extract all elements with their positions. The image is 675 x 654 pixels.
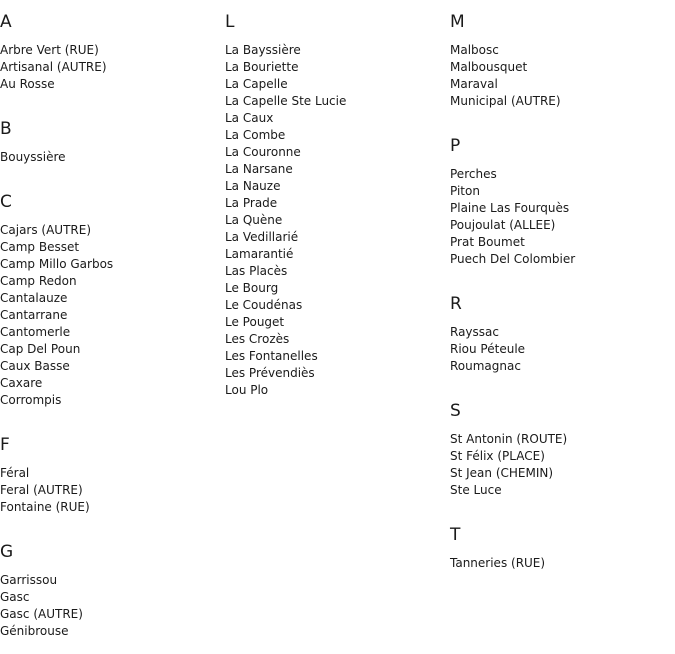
street-entry[interactable]: Les Prévendiès — [225, 366, 315, 380]
street-entry[interactable]: Tanneries (RUE) — [450, 556, 546, 570]
street-entry[interactable]: Arbre Vert (RUE) — [0, 43, 99, 57]
street-entry[interactable]: Bouyssière — [0, 150, 66, 164]
street-entry[interactable]: Cajars (AUTRE) — [0, 223, 92, 237]
street-entry[interactable]: Corrompis — [0, 393, 62, 407]
letter-group — [225, 12, 450, 399]
letter-heading: P — [450, 136, 461, 156]
street-entry[interactable]: Caxare — [0, 376, 43, 390]
street-entry[interactable]: Feral (AUTRE) — [0, 483, 83, 497]
letter-heading: R — [450, 294, 462, 314]
street-entry[interactable]: La Couronne — [225, 145, 301, 159]
street-entry[interactable]: Maraval — [450, 77, 498, 91]
street-entry[interactable]: Lou Plo — [225, 383, 269, 397]
street-entry[interactable]: La Bayssière — [225, 43, 301, 57]
letter-group — [0, 12, 225, 93]
letter-group — [450, 401, 675, 499]
street-entry[interactable]: Cantarrane — [0, 308, 68, 322]
letter-heading: M — [450, 12, 465, 32]
street-entry[interactable]: Artisanal (AUTRE) — [0, 60, 107, 74]
street-entry[interactable]: Camp Millo Garbos — [0, 257, 114, 271]
index-column — [450, 0, 675, 572]
letter-group — [450, 12, 675, 110]
street-entry[interactable]: Cap Del Poun — [0, 342, 81, 356]
street-entry[interactable]: Piton — [450, 184, 480, 198]
street-entry[interactable]: La Narsane — [225, 162, 293, 176]
street-entry[interactable]: Camp Besset — [0, 240, 80, 254]
street-entry[interactable]: La Prade — [225, 196, 278, 210]
letter-group — [0, 192, 225, 409]
street-entry[interactable]: La Quène — [225, 213, 283, 227]
street-entry[interactable]: St Antonin (ROUTE) — [450, 432, 568, 446]
letter-heading: A — [0, 12, 12, 32]
letter-group — [0, 542, 225, 640]
letter-heading: T — [450, 525, 461, 545]
street-entry[interactable]: St Félix (PLACE) — [450, 449, 545, 463]
letter-heading: S — [450, 401, 461, 421]
letter-group — [0, 435, 225, 516]
street-entry[interactable]: Puech Del Colombier — [450, 252, 576, 266]
street-entry[interactable]: Le Pouget — [225, 315, 285, 329]
street-entry[interactable]: Malbosc — [450, 43, 499, 57]
street-entry[interactable]: Cantalauze — [0, 291, 68, 305]
street-entry[interactable]: Au Rosse — [0, 77, 55, 91]
street-entry[interactable]: Prat Boumet — [450, 235, 525, 249]
street-entry[interactable]: Roumagnac — [450, 359, 521, 373]
street-entry[interactable]: Perches — [450, 167, 497, 181]
index-column — [225, 0, 450, 399]
street-entry[interactable]: Poujoulat (ALLEE) — [450, 218, 556, 232]
index-column — [0, 0, 225, 640]
letter-group — [450, 136, 675, 268]
street-entry[interactable]: Les Crozès — [225, 332, 290, 346]
street-entry[interactable]: Rayssac — [450, 325, 499, 339]
street-entry[interactable]: St Jean (CHEMIN) — [450, 466, 554, 480]
letter-heading: G — [0, 542, 14, 562]
street-entry[interactable]: Riou Péteule — [450, 342, 526, 356]
street-entry[interactable]: Garrissou — [0, 573, 58, 587]
street-entry[interactable]: La Bouriette — [225, 60, 299, 74]
letter-heading: F — [0, 435, 10, 455]
street-entry[interactable]: Camp Redon — [0, 274, 77, 288]
street-entry[interactable]: Plaine Las Fourquès — [450, 201, 570, 215]
street-entry[interactable]: Les Fontanelles — [225, 349, 318, 363]
letter-heading: L — [225, 12, 235, 32]
street-entry[interactable]: Lamarantié — [225, 247, 294, 261]
street-entry[interactable]: Malbousquet — [450, 60, 528, 74]
street-entry[interactable]: Municipal (AUTRE) — [450, 94, 561, 108]
letter-group — [0, 119, 225, 166]
letter-heading: B — [0, 119, 12, 139]
street-entry[interactable]: La Capelle — [225, 77, 288, 91]
street-entry[interactable]: Gasc — [0, 590, 30, 604]
street-entry[interactable]: La Nauze — [225, 179, 281, 193]
street-entry[interactable]: Féral — [0, 466, 30, 480]
letter-heading: C — [0, 192, 12, 212]
street-entry[interactable]: Ste Luce — [450, 483, 502, 497]
street-entry[interactable]: La Combe — [225, 128, 286, 142]
street-entry[interactable]: Gasc (AUTRE) — [0, 607, 83, 621]
street-entry[interactable]: Fontaine (RUE) — [0, 500, 90, 514]
letter-group — [450, 525, 675, 572]
street-entry[interactable]: La Vedillarié — [225, 230, 299, 244]
street-entry[interactable]: Caux Basse — [0, 359, 70, 373]
letter-group — [450, 294, 675, 375]
street-entry[interactable]: Le Bourg — [225, 281, 279, 295]
street-entry[interactable]: La Caux — [225, 111, 274, 125]
street-entry[interactable]: Le Coudénas — [225, 298, 303, 312]
street-entry[interactable]: Cantomerle — [0, 325, 71, 339]
street-entry[interactable]: Génibrouse — [0, 624, 69, 638]
street-entry[interactable]: La Capelle Ste Lucie — [225, 94, 347, 108]
street-entry[interactable]: Las Placès — [225, 264, 288, 278]
